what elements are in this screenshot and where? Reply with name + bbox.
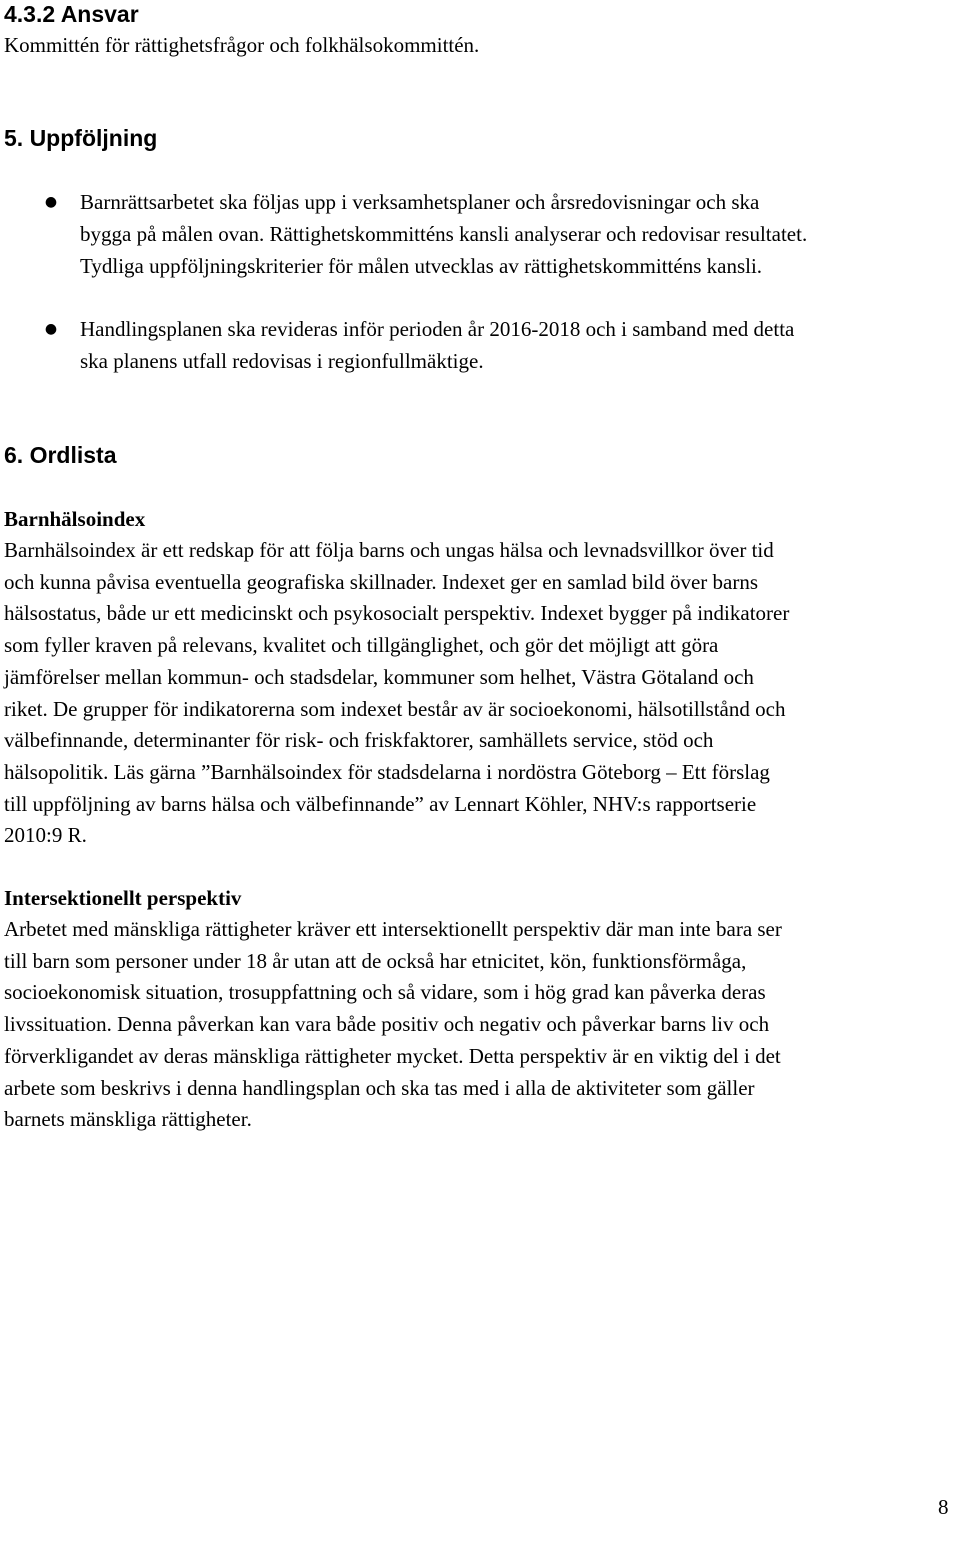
paragraph-line: till barn som personer under 18 år utan att de också har etnicitet, kön, funktionsförmåga, [4, 948, 747, 973]
paragraph-line: 2010:9 R. [4, 823, 87, 848]
paragraph-line: hälsostatus, både ur ett medicinskt och psykosocialt perspektiv. Indexet bygger på indikatorer [4, 601, 790, 626]
bullet-line: Handlingsplanen ska revideras inför perioden år 2016-2018 och i samband med detta [80, 317, 795, 341]
paragraph-line: socioekonomisk situation, trosuppfattning och så vidare, som i hög grad kan påverka deras [4, 980, 766, 1005]
paragraph-line: välbefinnande, determinanter för risk- och friskfaktorer, samhällets service, stöd och [4, 728, 714, 753]
paragraph-line: riket. De grupper för indikatorerna som indexet består av är socioekonomi, hälsotillstånd och [4, 696, 786, 721]
paragraph-line: livssituation. Denna påverkan kan vara både positiv och negativ och påverkar barns liv och [4, 1012, 770, 1037]
page-number: 8 [938, 1495, 949, 1519]
bullet-line: ska planens utfall redovisas i regionfullmäktige. [80, 349, 484, 373]
paragraph-line: till uppföljning av barns hälsa och välbefinnande” av Lennart Köhler, NHV:s rapportserie [4, 791, 757, 816]
paragraph-line: arbete som beskrivs i denna handlingsplan och ska tas med i alla de aktiviteter som gäller [4, 1075, 755, 1100]
bullet-text [80, 313, 955, 377]
paragraph-line: Barnhälsoindex är ett redskap för att följa barns och ungas hälsa och levnadsvillkor över tid [4, 538, 774, 562]
term-intersektionellt-paragraph [4, 914, 959, 1136]
paragraph-line: Arbetet med mänskliga rättigheter kräver ett intersektionellt perspektiv där man inte bara ser [4, 917, 782, 941]
paragraph-line: och kunna påvisa eventuella geografiska skillnader. Indexet ger en samlad bild över barns [4, 569, 758, 594]
bullet-line: Tydliga uppföljningskriterier för målen utvecklas av rättighetskommitténs kansli. [80, 254, 763, 278]
paragraph-line: jämförelser mellan kommun- och stadsdelar, kommuner som helhet, Västra Götaland och [4, 664, 754, 689]
paragraph-line: hälsopolitik. Läs gärna ”Barnhälsoindex för stadsdelarna i nordöstra Göteborg – Ett förslag [4, 759, 770, 784]
term-barnhalsoindex-paragraph [4, 535, 959, 852]
paragraph-line: som fyller kraven på relevans, kvalitet och tillgänglighet, och gör det möjligt att göra [4, 633, 719, 658]
bullet-text [80, 186, 955, 282]
paragraph-line: barnets mänskliga rättigheter. [4, 1107, 252, 1132]
paragraph-line: förverkligandet av deras mänskliga rättigheter mycket. Detta perspektiv är en viktig del i det [4, 1043, 781, 1068]
term-intersektionellt-heading: Intersektionellt perspektiv [4, 886, 242, 910]
bullet-line: Barnrättsarbetet ska följas upp i verksamhetsplaner och årsredovisningar och ska [80, 190, 760, 214]
bullet-icon: ● [44, 194, 58, 210]
section-4-3-2-heading: 4.3.2 Ansvar [4, 1, 139, 27]
term-barnhalsoindex-heading: Barnhälsoindex [4, 507, 146, 531]
bullet-icon: ● [44, 321, 58, 337]
section-6-heading: 6. Ordlista [4, 442, 117, 468]
section-4-3-2-text: Kommittén för rättighetsfrågor och folkhälsokommittén. [4, 33, 480, 57]
section-5-heading: 5. Uppföljning [4, 125, 158, 151]
bullet-line: bygga på målen ovan. Rättighetskommitténs kansli analyserar och redovisar resultatet. [80, 222, 808, 246]
